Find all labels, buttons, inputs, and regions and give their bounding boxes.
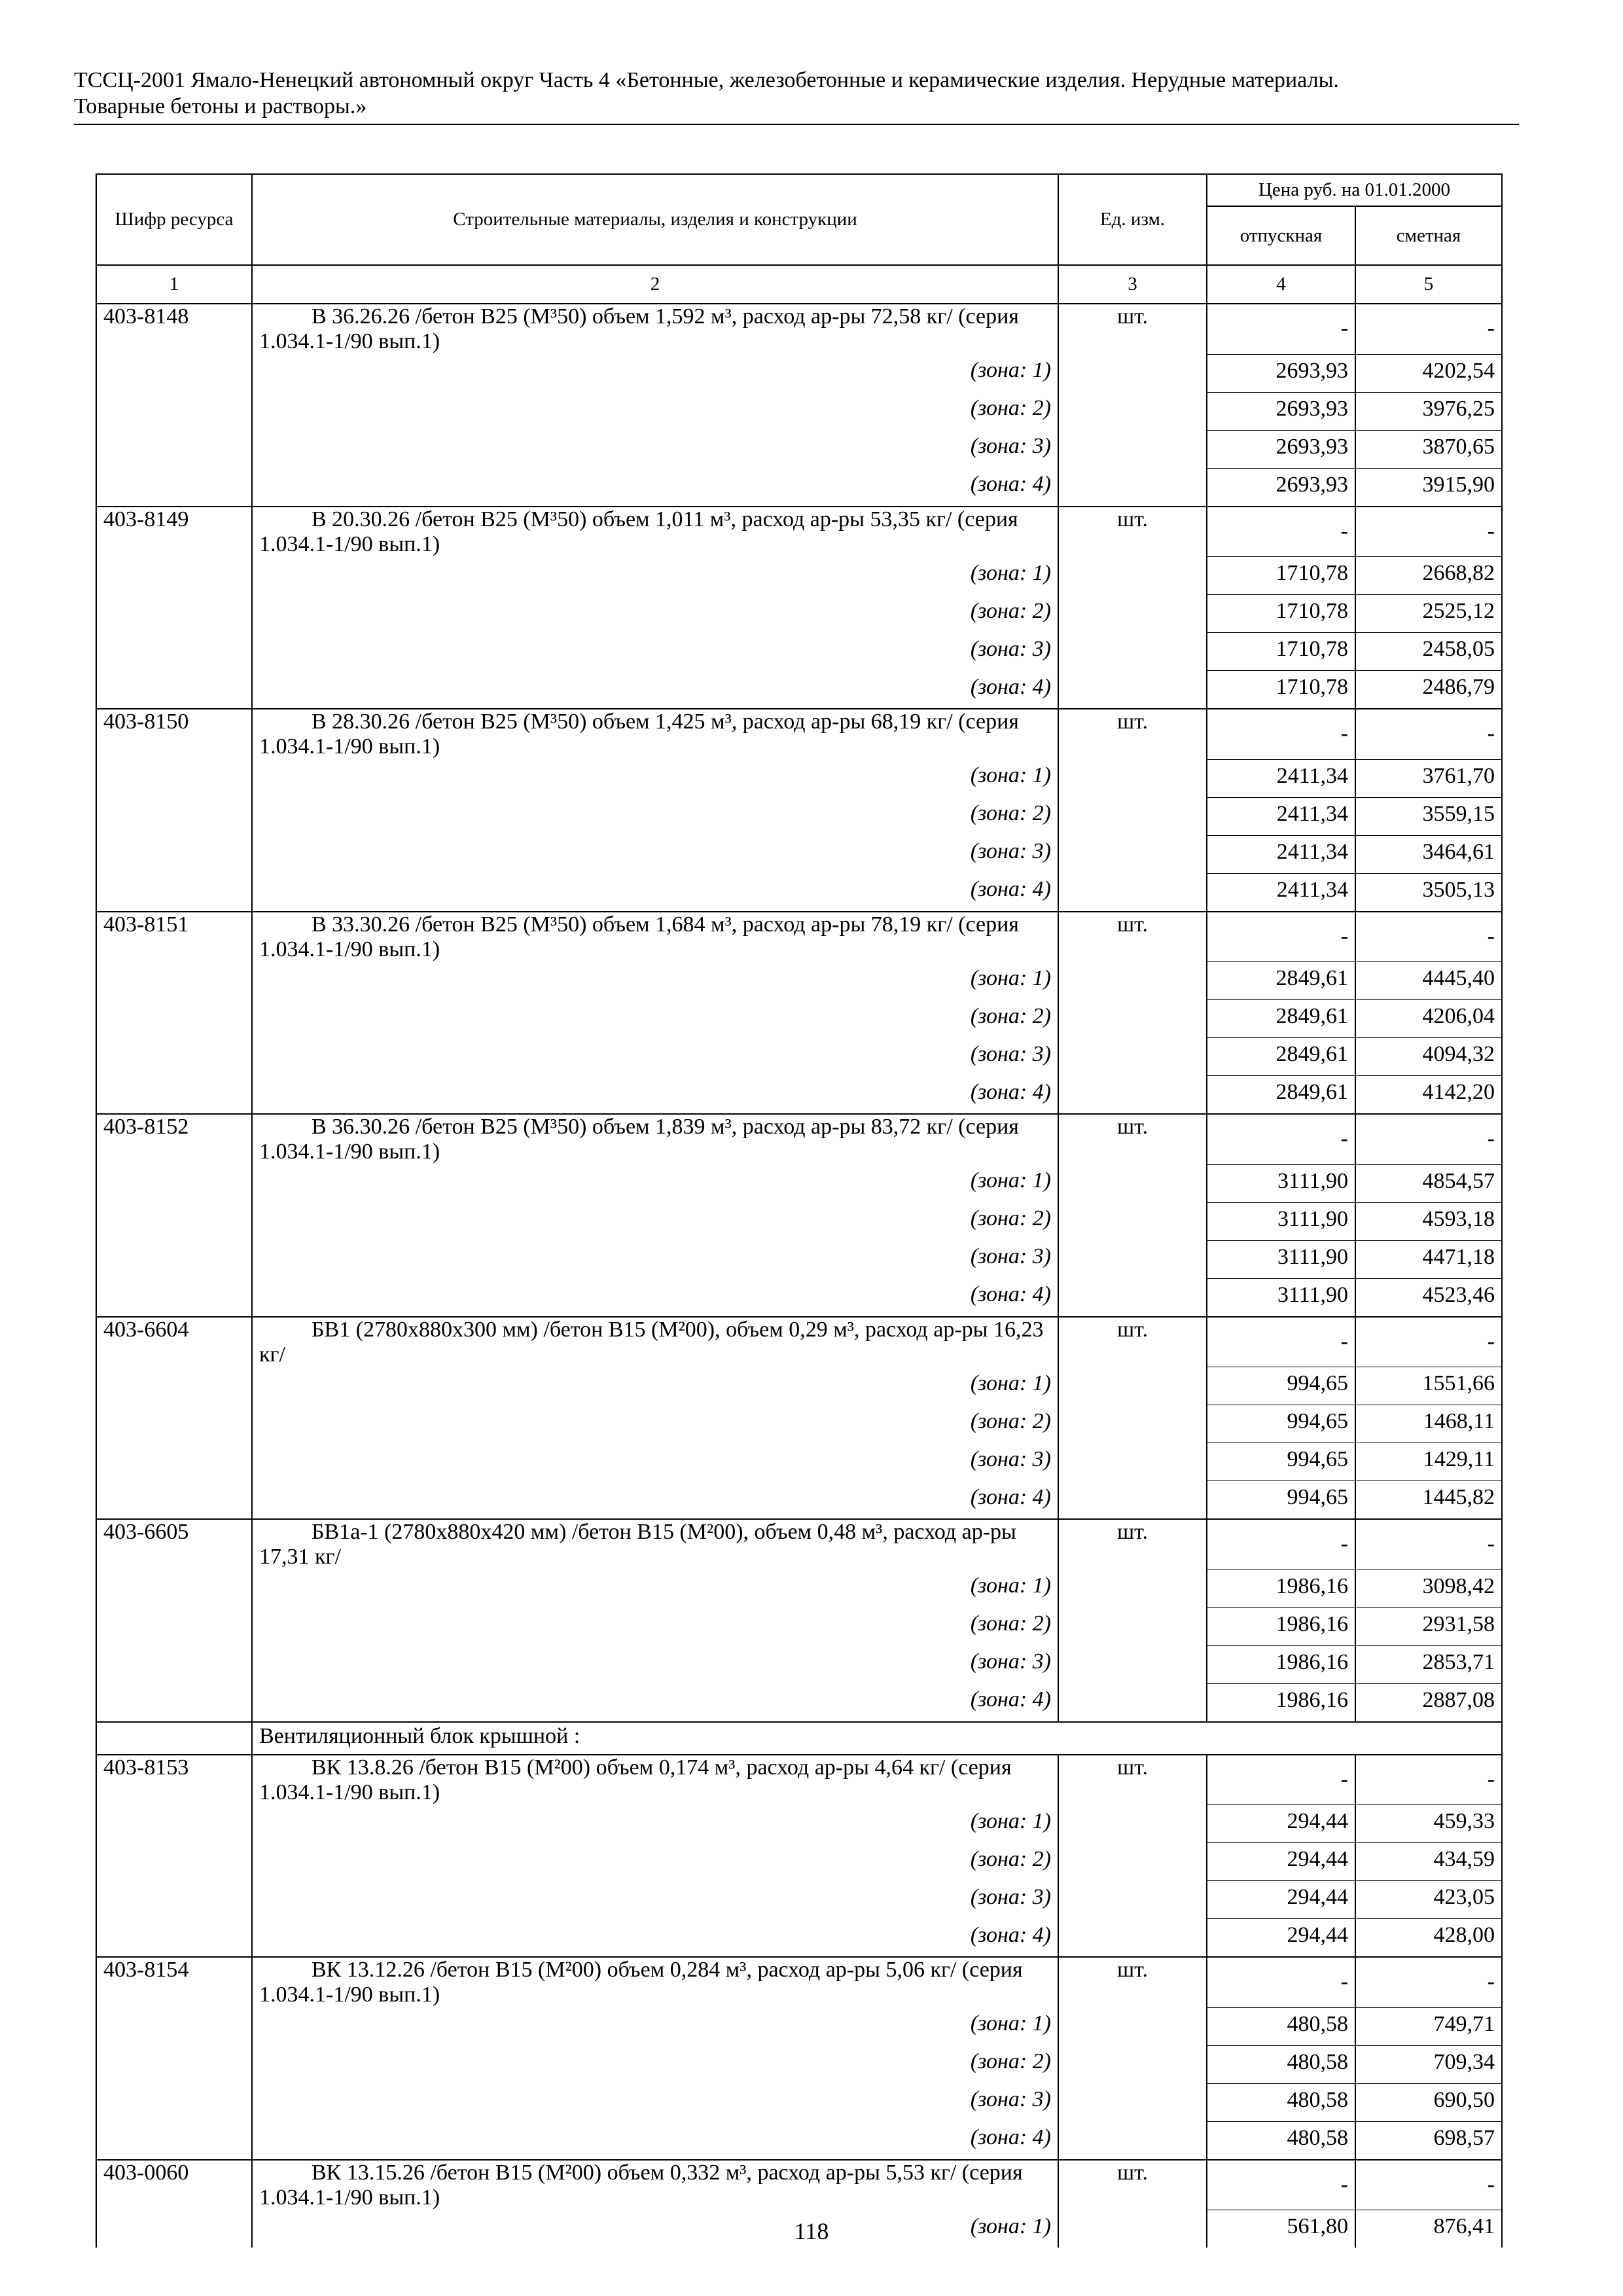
table-row bbox=[96, 912, 1502, 962]
resource-code: 403-8151 bbox=[96, 912, 252, 962]
header-price-group: Цена руб. на 01.01.2000 bbox=[1207, 174, 1502, 206]
empty-cell bbox=[96, 1164, 252, 1202]
zone-label: (зона: 3) bbox=[252, 835, 1058, 873]
zone-label: (зона: 2) bbox=[252, 1607, 1058, 1645]
empty-cell bbox=[96, 2045, 252, 2083]
empty-cell bbox=[96, 2083, 252, 2121]
zone-row bbox=[96, 633, 1502, 671]
zone-label: (зона: 3) bbox=[252, 2083, 1058, 2121]
material-description: БВ1 (2780х880х300 мм) /бетон В15 (М²00), объем 0,29 м³, расход ар-ры 16,23 кг/ bbox=[252, 1317, 1058, 1367]
resource-code: 403-8149 bbox=[96, 507, 252, 557]
zone-label: (зона: 1) bbox=[252, 1164, 1058, 1202]
document-header bbox=[74, 67, 1519, 125]
table-row bbox=[96, 1957, 1502, 2007]
zone-label: (зона: 2) bbox=[252, 392, 1058, 430]
zone-label: (зона: 1) bbox=[252, 557, 1058, 595]
zone-release-price: 994,65 bbox=[1207, 1405, 1355, 1443]
column-number: 5 bbox=[1355, 265, 1502, 304]
table-row bbox=[96, 1519, 1502, 1570]
empty-cell bbox=[1058, 1481, 1207, 1520]
empty-cell bbox=[96, 1076, 252, 1115]
zone-estimate-price: 876,41 bbox=[1355, 2210, 1502, 2248]
zone-row bbox=[96, 1367, 1502, 1405]
zone-release-price: 294,44 bbox=[1207, 1919, 1355, 1958]
zone-release-price: 994,65 bbox=[1207, 1443, 1355, 1481]
release-price: - bbox=[1207, 304, 1355, 354]
unit-of-measure: шт. bbox=[1058, 507, 1207, 557]
zone-row bbox=[96, 1443, 1502, 1481]
empty-cell bbox=[96, 1805, 252, 1843]
empty-cell bbox=[1058, 1076, 1207, 1115]
zone-estimate-price: 2931,58 bbox=[1355, 1607, 1502, 1645]
zone-estimate-price: 2458,05 bbox=[1355, 633, 1502, 671]
zone-label: (зона: 3) bbox=[252, 430, 1058, 468]
empty-cell bbox=[96, 835, 252, 873]
resource-code: 403-6605 bbox=[96, 1519, 252, 1570]
empty-cell bbox=[96, 1202, 252, 1240]
empty-cell bbox=[1058, 2007, 1207, 2045]
empty-cell bbox=[96, 354, 252, 392]
zone-estimate-price: 4142,20 bbox=[1355, 1076, 1502, 1115]
zone-row bbox=[96, 1843, 1502, 1881]
empty-cell bbox=[1058, 1443, 1207, 1481]
zone-estimate-price: 2668,82 bbox=[1355, 557, 1502, 595]
zone-estimate-price: 3505,13 bbox=[1355, 873, 1502, 912]
empty-cell bbox=[96, 1405, 252, 1443]
empty-cell bbox=[1058, 962, 1207, 1000]
zone-release-price: 2411,34 bbox=[1207, 759, 1355, 797]
resource-code: 403-8154 bbox=[96, 1957, 252, 2007]
zone-label: (зона: 3) bbox=[252, 1038, 1058, 1076]
empty-cell bbox=[1058, 557, 1207, 595]
empty-cell bbox=[1058, 759, 1207, 797]
zone-estimate-price: 2525,12 bbox=[1355, 595, 1502, 633]
zone-estimate-price: 1468,11 bbox=[1355, 1405, 1502, 1443]
zone-release-price: 2849,61 bbox=[1207, 1038, 1355, 1076]
empty-cell bbox=[1058, 1038, 1207, 1076]
zone-estimate-price: 459,33 bbox=[1355, 1805, 1502, 1843]
empty-cell bbox=[96, 1683, 252, 1722]
zone-label: (зона: 4) bbox=[252, 468, 1058, 507]
material-description: В 33.30.26 /бетон В25 (М³50) объем 1,684 м³, расход ар-ры 78,19 кг/ (серия 1.034.1-1/90 вып.1) bbox=[252, 912, 1058, 962]
zone-release-price: 2849,61 bbox=[1207, 962, 1355, 1000]
empty-cell bbox=[1058, 1164, 1207, 1202]
zone-row bbox=[96, 1164, 1502, 1202]
zone-release-price: 994,65 bbox=[1207, 1367, 1355, 1405]
zone-row bbox=[96, 962, 1502, 1000]
zone-estimate-price: 3464,61 bbox=[1355, 835, 1502, 873]
zone-release-price: 2411,34 bbox=[1207, 873, 1355, 912]
zone-label: (зона: 3) bbox=[252, 1881, 1058, 1919]
resource-code: 403-6604 bbox=[96, 1317, 252, 1367]
zone-label: (зона: 1) bbox=[252, 759, 1058, 797]
zone-label: (зона: 2) bbox=[252, 1000, 1058, 1038]
empty-cell bbox=[96, 1881, 252, 1919]
zone-release-price: 2411,34 bbox=[1207, 835, 1355, 873]
price-table bbox=[96, 173, 1503, 2248]
zone-row bbox=[96, 430, 1502, 468]
zone-release-price: 994,65 bbox=[1207, 1481, 1355, 1520]
empty-cell bbox=[96, 797, 252, 835]
zone-row bbox=[96, 392, 1502, 430]
empty-cell bbox=[1058, 392, 1207, 430]
zone-estimate-price: 690,50 bbox=[1355, 2083, 1502, 2121]
resource-code: 403-8152 bbox=[96, 1114, 252, 1164]
empty-cell bbox=[96, 1919, 252, 1958]
empty-cell bbox=[1058, 1683, 1207, 1722]
material-description: БВ1а-1 (2780х880х420 мм) /бетон В15 (М²00), объем 0,48 м³, расход ар-ры 17,31 кг/ bbox=[252, 1519, 1058, 1570]
zone-release-price: 2693,93 bbox=[1207, 392, 1355, 430]
zone-row bbox=[96, 759, 1502, 797]
zone-row bbox=[96, 1000, 1502, 1038]
zone-label: (зона: 1) bbox=[252, 1570, 1058, 1607]
empty-cell bbox=[96, 1570, 252, 1607]
empty-cell bbox=[96, 1607, 252, 1645]
zone-release-price: 2693,93 bbox=[1207, 354, 1355, 392]
empty-cell bbox=[1058, 1278, 1207, 1317]
empty-cell bbox=[96, 430, 252, 468]
unit-of-measure: шт. bbox=[1058, 1317, 1207, 1367]
empty-cell bbox=[1058, 1570, 1207, 1607]
zone-label: (зона: 2) bbox=[252, 1843, 1058, 1881]
zone-label: (зона: 1) bbox=[252, 1805, 1058, 1843]
zone-row bbox=[96, 2121, 1502, 2160]
zone-release-price: 1986,16 bbox=[1207, 1570, 1355, 1607]
page-number: 118 bbox=[794, 2218, 829, 2244]
zone-label: (зона: 1) bbox=[252, 354, 1058, 392]
zone-estimate-price: 3559,15 bbox=[1355, 797, 1502, 835]
zone-row bbox=[96, 1240, 1502, 1278]
zone-release-price: 1986,16 bbox=[1207, 1645, 1355, 1683]
zone-row bbox=[96, 873, 1502, 912]
zone-row bbox=[96, 1881, 1502, 1919]
estimate-price: - bbox=[1355, 2160, 1502, 2210]
zone-release-price: 3111,90 bbox=[1207, 1164, 1355, 1202]
zone-label: (зона: 4) bbox=[252, 1919, 1058, 1958]
header-estimate-price: сметная bbox=[1355, 206, 1502, 265]
empty-cell bbox=[1058, 2121, 1207, 2160]
zone-estimate-price: 3761,70 bbox=[1355, 759, 1502, 797]
empty-cell bbox=[1058, 1843, 1207, 1881]
unit-of-measure: шт. bbox=[1058, 709, 1207, 759]
zone-release-price: 1710,78 bbox=[1207, 633, 1355, 671]
empty-cell bbox=[96, 557, 252, 595]
empty-cell bbox=[1058, 633, 1207, 671]
zone-release-price: 294,44 bbox=[1207, 1881, 1355, 1919]
empty-cell bbox=[1058, 1202, 1207, 1240]
material-description: ВК 13.8.26 /бетон В15 (М²00) объем 0,174 м³, расход ар-ры 4,64 кг/ (серия 1.034.1-1/90 вып.1) bbox=[252, 1755, 1058, 1805]
zone-label: (зона: 1) bbox=[252, 2007, 1058, 2045]
table-row bbox=[96, 2160, 1502, 2210]
resource-code: 403-0060 bbox=[96, 2160, 252, 2210]
column-number: 4 bbox=[1207, 265, 1355, 304]
zone-label: (зона: 1) bbox=[252, 2210, 1058, 2248]
zone-estimate-price: 4445,40 bbox=[1355, 962, 1502, 1000]
header-title-line2: Товарные бетоны и растворы.» bbox=[74, 94, 367, 118]
empty-cell bbox=[1058, 835, 1207, 873]
zone-row bbox=[96, 671, 1502, 709]
empty-cell bbox=[1058, 671, 1207, 709]
zone-label: (зона: 4) bbox=[252, 2121, 1058, 2160]
zone-estimate-price: 3870,65 bbox=[1355, 430, 1502, 468]
table-row bbox=[96, 1317, 1502, 1367]
zone-estimate-price: 3915,90 bbox=[1355, 468, 1502, 507]
zone-release-price: 480,58 bbox=[1207, 2007, 1355, 2045]
empty-cell bbox=[96, 392, 252, 430]
header-release-price: отпускная bbox=[1207, 206, 1355, 265]
unit-of-measure: шт. bbox=[1058, 1755, 1207, 1805]
release-price: - bbox=[1207, 507, 1355, 557]
zone-row bbox=[96, 1570, 1502, 1607]
zone-estimate-price: 434,59 bbox=[1355, 1843, 1502, 1881]
zone-release-price: 1986,16 bbox=[1207, 1683, 1355, 1722]
empty-cell bbox=[1058, 1000, 1207, 1038]
empty-cell bbox=[96, 1367, 252, 1405]
zone-estimate-price: 4206,04 bbox=[1355, 1000, 1502, 1038]
material-description: ВК 13.15.26 /бетон В15 (М²00) объем 0,332 м³, расход ар-ры 5,53 кг/ (серия 1.034.1-1/90 вып.1) bbox=[252, 2160, 1058, 2210]
unit-of-measure: шт. bbox=[1058, 2160, 1207, 2210]
zone-estimate-price: 2887,08 bbox=[1355, 1683, 1502, 1722]
empty-cell bbox=[1058, 1405, 1207, 1443]
empty-cell bbox=[1058, 430, 1207, 468]
empty-cell bbox=[96, 873, 252, 912]
zone-label: (зона: 3) bbox=[252, 1443, 1058, 1481]
zone-label: (зона: 4) bbox=[252, 1278, 1058, 1317]
zone-label: (зона: 3) bbox=[252, 633, 1058, 671]
zone-row bbox=[96, 354, 1502, 392]
material-description: В 28.30.26 /бетон В25 (М³50) объем 1,425 м³, расход ар-ры 68,19 кг/ (серия 1.034.1-1/90 вып.1) bbox=[252, 709, 1058, 759]
column-number: 3 bbox=[1058, 265, 1207, 304]
empty-cell bbox=[1058, 468, 1207, 507]
table-row bbox=[96, 1114, 1502, 1164]
table-body bbox=[96, 304, 1502, 2248]
material-description: В 36.30.26 /бетон В25 (М³50) объем 1,839 м³, расход ар-ры 83,72 кг/ (серия 1.034.1-1/90 вып.1) bbox=[252, 1114, 1058, 1164]
zone-estimate-price: 428,00 bbox=[1355, 1919, 1502, 1958]
unit-of-measure: шт. bbox=[1058, 1957, 1207, 2007]
estimate-price: - bbox=[1355, 709, 1502, 759]
zone-label: (зона: 4) bbox=[252, 1076, 1058, 1115]
zone-label: (зона: 2) bbox=[252, 1202, 1058, 1240]
zone-label: (зона: 1) bbox=[252, 1367, 1058, 1405]
zone-row bbox=[96, 468, 1502, 507]
zone-row bbox=[96, 1607, 1502, 1645]
zone-label: (зона: 2) bbox=[252, 595, 1058, 633]
header-title-line1: ТССЦ-2001 Ямало-Ненецкий автономный округ Часть 4 «Бетонные, железобетонные и керамические изделия. Нерудные материалы. bbox=[74, 68, 1339, 92]
zone-label: (зона: 2) bbox=[252, 2045, 1058, 2083]
zone-estimate-price: 4202,54 bbox=[1355, 354, 1502, 392]
empty-cell bbox=[1058, 1919, 1207, 1958]
zone-row bbox=[96, 2007, 1502, 2045]
table-row bbox=[96, 304, 1502, 354]
zone-row bbox=[96, 2083, 1502, 2121]
empty-cell bbox=[1058, 354, 1207, 392]
zone-estimate-price: 1445,82 bbox=[1355, 1481, 1502, 1520]
empty-cell bbox=[1058, 873, 1207, 912]
table-row bbox=[96, 709, 1502, 759]
zone-estimate-price: 4094,32 bbox=[1355, 1038, 1502, 1076]
material-description: В 36.26.26 /бетон В25 (М³50) объем 1,592 м³, расход ар-ры 72,58 кг/ (серия 1.034.1-1/90 вып.1) bbox=[252, 304, 1058, 354]
release-price: - bbox=[1207, 2160, 1355, 2210]
estimate-price: - bbox=[1355, 1755, 1502, 1805]
zone-row bbox=[96, 1683, 1502, 1722]
zone-label: (зона: 3) bbox=[252, 1240, 1058, 1278]
unit-of-measure: шт. bbox=[1058, 304, 1207, 354]
resource-code: 403-8148 bbox=[96, 304, 252, 354]
material-description: ВК 13.12.26 /бетон В15 (М²00) объем 0,284 м³, расход ар-ры 5,06 кг/ (серия 1.034.1-1/90 вып.1) bbox=[252, 1957, 1058, 2007]
empty-cell bbox=[96, 671, 252, 709]
zone-row bbox=[96, 1038, 1502, 1076]
zone-estimate-price: 4523,46 bbox=[1355, 1278, 1502, 1317]
estimate-price: - bbox=[1355, 1519, 1502, 1570]
zone-estimate-price: 4471,18 bbox=[1355, 1240, 1502, 1278]
estimate-price: - bbox=[1355, 1114, 1502, 1164]
zone-estimate-price: 4593,18 bbox=[1355, 1202, 1502, 1240]
zone-release-price: 1710,78 bbox=[1207, 671, 1355, 709]
zone-row bbox=[96, 1278, 1502, 1317]
release-price: - bbox=[1207, 709, 1355, 759]
empty-cell bbox=[1058, 797, 1207, 835]
zone-estimate-price: 2853,71 bbox=[1355, 1645, 1502, 1683]
empty-cell bbox=[96, 595, 252, 633]
empty-cell bbox=[96, 1038, 252, 1076]
zone-row bbox=[96, 1805, 1502, 1843]
header-name: Строительные материалы, изделия и конструкции bbox=[252, 174, 1058, 265]
zone-estimate-price: 1551,66 bbox=[1355, 1367, 1502, 1405]
empty-cell bbox=[1058, 1881, 1207, 1919]
empty-cell bbox=[96, 1278, 252, 1317]
zone-release-price: 480,58 bbox=[1207, 2121, 1355, 2160]
zone-release-price: 480,58 bbox=[1207, 2083, 1355, 2121]
zone-row bbox=[96, 1405, 1502, 1443]
empty-cell bbox=[96, 2121, 252, 2160]
table-row bbox=[96, 1755, 1502, 1805]
unit-of-measure: шт. bbox=[1058, 1519, 1207, 1570]
zone-estimate-price: 4854,57 bbox=[1355, 1164, 1502, 1202]
estimate-price: - bbox=[1355, 1957, 1502, 2007]
release-price: - bbox=[1207, 912, 1355, 962]
zone-estimate-price: 1429,11 bbox=[1355, 1443, 1502, 1481]
empty-cell bbox=[1058, 1645, 1207, 1683]
zone-row bbox=[96, 1202, 1502, 1240]
zone-release-price: 480,58 bbox=[1207, 2045, 1355, 2083]
empty-cell bbox=[1058, 595, 1207, 633]
resource-code bbox=[96, 1722, 252, 1755]
zone-row bbox=[96, 1645, 1502, 1683]
empty-cell bbox=[96, 468, 252, 507]
column-number: 2 bbox=[252, 265, 1058, 304]
zone-estimate-price: 749,71 bbox=[1355, 2007, 1502, 2045]
zone-estimate-price: 2486,79 bbox=[1355, 671, 1502, 709]
zone-release-price: 2693,93 bbox=[1207, 430, 1355, 468]
empty-cell bbox=[96, 1443, 252, 1481]
material-description: В 20.30.26 /бетон В25 (М³50) объем 1,011 м³, расход ар-ры 53,35 кг/ (серия 1.034.1-1/90 вып.1) bbox=[252, 507, 1058, 557]
zone-release-price: 1710,78 bbox=[1207, 595, 1355, 633]
empty-cell bbox=[96, 1843, 252, 1881]
empty-cell bbox=[1058, 1240, 1207, 1278]
zone-estimate-price: 709,34 bbox=[1355, 2045, 1502, 2083]
resource-code: 403-8150 bbox=[96, 709, 252, 759]
unit-of-measure: шт. bbox=[1058, 1114, 1207, 1164]
zone-release-price: 1986,16 bbox=[1207, 1607, 1355, 1645]
release-price: - bbox=[1207, 1114, 1355, 1164]
zone-release-price: 3111,90 bbox=[1207, 1278, 1355, 1317]
empty-cell bbox=[96, 962, 252, 1000]
release-price: - bbox=[1207, 1317, 1355, 1367]
group-title: Вентиляционный блок крышной : bbox=[252, 1722, 1502, 1755]
zone-release-price: 1710,78 bbox=[1207, 557, 1355, 595]
zone-row bbox=[96, 1919, 1502, 1958]
estimate-price: - bbox=[1355, 912, 1502, 962]
release-price: - bbox=[1207, 1519, 1355, 1570]
zone-label: (зона: 4) bbox=[252, 671, 1058, 709]
zone-release-price: 294,44 bbox=[1207, 1843, 1355, 1881]
zone-estimate-price: 3098,42 bbox=[1355, 1570, 1502, 1607]
resource-code: 403-8153 bbox=[96, 1755, 252, 1805]
zone-release-price: 2849,61 bbox=[1207, 1000, 1355, 1038]
zone-row bbox=[96, 835, 1502, 873]
zone-release-price: 2849,61 bbox=[1207, 1076, 1355, 1115]
empty-cell bbox=[96, 1481, 252, 1520]
column-number: 1 bbox=[96, 265, 252, 304]
estimate-price: - bbox=[1355, 507, 1502, 557]
zone-row bbox=[96, 1481, 1502, 1520]
zone-label: (зона: 3) bbox=[252, 1645, 1058, 1683]
estimate-price: - bbox=[1355, 1317, 1502, 1367]
zone-estimate-price: 3976,25 bbox=[1355, 392, 1502, 430]
group-row bbox=[96, 1722, 1502, 1755]
estimate-price: - bbox=[1355, 304, 1502, 354]
zone-release-price: 2411,34 bbox=[1207, 797, 1355, 835]
zone-release-price: 3111,90 bbox=[1207, 1240, 1355, 1278]
zone-label: (зона: 2) bbox=[252, 1405, 1058, 1443]
table-row bbox=[96, 507, 1502, 557]
empty-cell bbox=[1058, 1805, 1207, 1843]
empty-cell bbox=[1058, 1607, 1207, 1645]
zone-label: (зона: 2) bbox=[252, 797, 1058, 835]
empty-cell bbox=[96, 2007, 252, 2045]
zone-release-price: 2693,93 bbox=[1207, 468, 1355, 507]
zone-row bbox=[96, 1076, 1502, 1115]
zone-label: (зона: 4) bbox=[252, 1481, 1058, 1520]
zone-estimate-price: 423,05 bbox=[1355, 1881, 1502, 1919]
zone-label: (зона: 4) bbox=[252, 1683, 1058, 1722]
empty-cell bbox=[96, 1240, 252, 1278]
empty-cell bbox=[96, 633, 252, 671]
empty-cell bbox=[96, 759, 252, 797]
zone-row bbox=[96, 557, 1502, 595]
zone-release-price: 561,80 bbox=[1207, 2210, 1355, 2248]
zone-estimate-price: 698,57 bbox=[1355, 2121, 1502, 2160]
empty-cell bbox=[96, 1000, 252, 1038]
zone-release-price: 294,44 bbox=[1207, 1805, 1355, 1843]
empty-cell bbox=[1058, 1367, 1207, 1405]
zone-label: (зона: 4) bbox=[252, 873, 1058, 912]
zone-row bbox=[96, 797, 1502, 835]
zone-label: (зона: 1) bbox=[252, 962, 1058, 1000]
zone-row bbox=[96, 2045, 1502, 2083]
header-code: Шифр ресурса bbox=[96, 174, 252, 265]
empty-cell bbox=[1058, 2083, 1207, 2121]
empty-cell bbox=[1058, 2045, 1207, 2083]
release-price: - bbox=[1207, 1957, 1355, 2007]
unit-of-measure: шт. bbox=[1058, 912, 1207, 962]
release-price: - bbox=[1207, 1755, 1355, 1805]
zone-release-price: 3111,90 bbox=[1207, 1202, 1355, 1240]
empty-cell bbox=[96, 1645, 252, 1683]
header-unit: Ед. изм. bbox=[1058, 174, 1207, 265]
zone-row bbox=[96, 595, 1502, 633]
